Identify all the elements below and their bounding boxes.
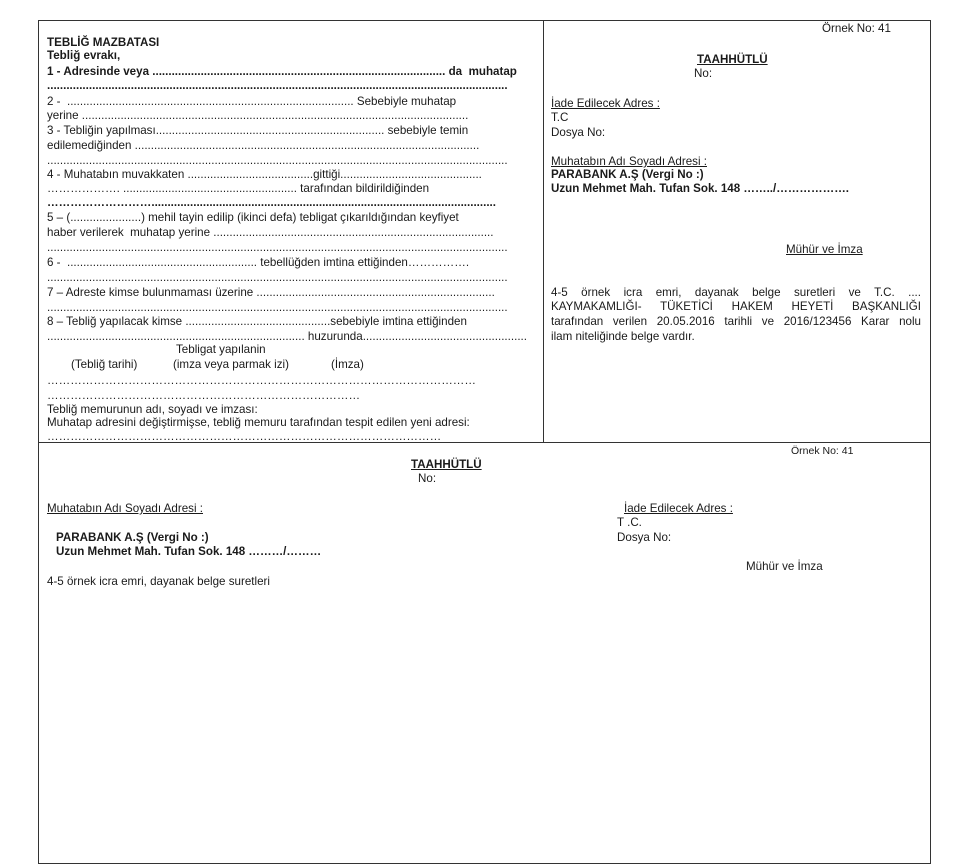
top-no: No: (694, 67, 713, 80)
top-dosya-no: Dosya No: (551, 126, 606, 139)
top-divider-vertical (543, 20, 544, 442)
item-2-line-b: yerine ........................................................................................................................ (47, 109, 469, 122)
memur-adi: Tebliğ memurunun adı, soyadı ve imzası: (47, 403, 258, 416)
bottom-dosya-no: Dosya No: (617, 531, 672, 544)
bottom-no: No: (418, 472, 437, 485)
top-note-line-4: ilam niteliğinde belge vardır. (551, 330, 695, 343)
top-company: PARABANK A.Ş (Vergi No :) (551, 168, 704, 181)
top-address: Uzun Mehmet Mah. Tufan Sok. 148 ……../………………. (551, 182, 850, 195)
top-note-line-1: 4-5 örnek icra emri, dayanak belge suretleri ve T.C. .... (551, 286, 921, 299)
bottom-ornek-no: Örnek No: 41 (791, 445, 854, 457)
item-4-line-b: ………………. ...................................................... tarafından bildirildiğinden (47, 182, 430, 195)
bottom-muhur-imza: Mühür ve İmza (746, 560, 823, 573)
item-5-line-b: haber verilerek muhatap yerine ....................................................................................... (47, 226, 494, 239)
bottom-tc: T .C. (617, 516, 642, 529)
item-7-dots: ............................................................................................................................................... (47, 301, 508, 314)
item-7: 7 – Adreste kimse bulunmaması üzerine .......................................................................... (47, 286, 495, 299)
mazbata-title: TEBLİĞ MAZBATASI (47, 36, 160, 49)
item-3-line-b: edilemediğinden ........................................................................................................... (47, 139, 480, 152)
bottom-note: 4-5 örnek icra emri, dayanak belge suretleri (47, 575, 270, 588)
item-6-dots: ............................................................................................................................................... (47, 271, 508, 284)
top-note-line-3: tarafından verilen 20.05.2016 tarihli ve 2016/123456 Karar nolu (551, 315, 921, 328)
top-note-line-2: KAYMAKAMLIĞI- TÜKETİCİ HAKEM HEYETİ BAŞKANLIĞI (551, 300, 921, 313)
item-6: 6 - ........................................................... tebellüğden imtina ettiğinden……………. (47, 256, 470, 269)
top-muhur-imza: Mühür ve İmza (786, 243, 863, 256)
teblig-evraki: Tebliğ evrakı, (47, 49, 121, 62)
bottom-company: PARABANK A.Ş (Vergi No :) (56, 531, 209, 544)
item-4-line-a: 4 - Muhatabın muvakkaten .......................................gittiği............................................ (47, 168, 482, 181)
bottom-iade-label: İade Edilecek Adres : (624, 502, 733, 515)
bottom-address: Uzun Mehmet Mah. Tufan Sok. 148 ………/……… (56, 545, 322, 558)
sig-dots-1: ………………………………………………………………………………………………… (47, 374, 476, 387)
bottom-taahhutlu-title: TAAHHÜTLÜ (411, 458, 482, 471)
top-ornek-no: Örnek No: 41 (822, 22, 891, 35)
item-4-dots: ………………………........................................................................................................... (47, 196, 497, 209)
item-5-dots: ............................................................................................................................................... (47, 241, 508, 254)
bottom-muhatab-label: Muhatabın Adı Soyadı Adresi : (47, 502, 203, 515)
item-3-dots: ............................................................................................................................................... (47, 154, 508, 167)
top-taahhutlu-title: TAAHHÜTLÜ (697, 53, 768, 66)
item-8-line-a: 8 – Tebliğ yapılacak kimse .............................................sebebiyle imtina ettiğinden (47, 315, 467, 328)
yeni-adres: Muhatap adresini değiştirmişse, tebliğ memuru tarafından tespit edilen yeni adresi: (47, 416, 470, 429)
item-5-line-a: 5 – (......................) mehil tayin edilip (ikinci defa) tebligat çıkarıldığından keyfiyet (47, 211, 459, 224)
item-3-line-a: 3 - Tebliğin yapılması....................................................................... sebebiyle temin (47, 124, 469, 137)
item-1: 1 - Adresinde veya ........................................................................................... da muhatap (47, 65, 517, 78)
sig-imza-parmak: (imza veya parmak izi) (173, 358, 289, 371)
sig-imza: (İmza) (331, 358, 364, 371)
item-8-line-b: ................................................................................ huzurunda................................................... (47, 330, 527, 343)
item-2-line-a: 2 - ......................................................................................... Sebebiyle muhatap (47, 95, 457, 108)
top-tc: T.C (551, 111, 569, 124)
sig-dots-2: ……………………………………………………………………… (47, 389, 361, 402)
top-muhatab-label: Muhatabın Adı Soyadı Adresi : (551, 155, 707, 168)
sig-teblig-tarihi: (Tebliğ tarihi) (71, 358, 138, 371)
final-dots: ………………………………………………………………………………………… (47, 430, 442, 443)
item-1-dots: ............................................................................................................................................... (47, 79, 508, 92)
top-iade-label: İade Edilecek Adres : (551, 97, 660, 110)
tebligat-yapilanin: Tebligat yapılanin (176, 343, 266, 356)
